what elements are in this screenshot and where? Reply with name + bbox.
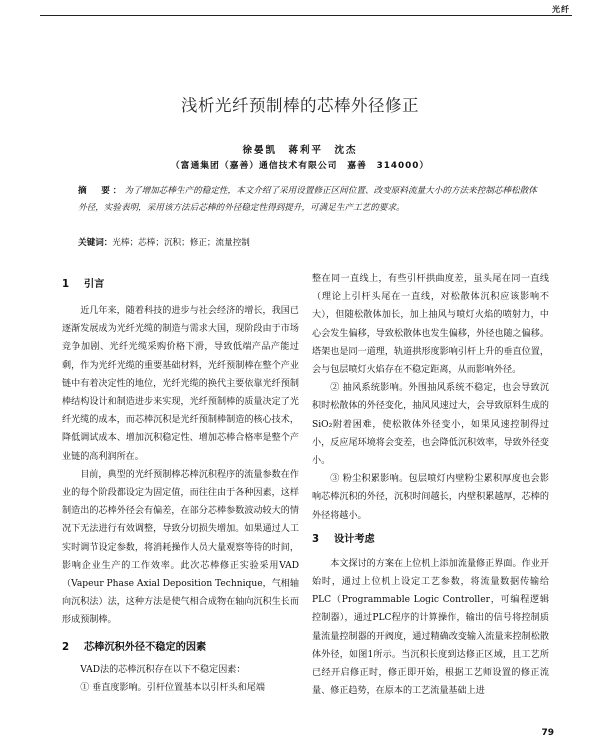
paragraph: ② 抽风系统影响。外围抽风系统不稳定，也会导致沉积时松散体的外径变化，抽风风速过大，会导致原料生成的SiO₂附着困难，使松散体外径变小，如果风速控制得过小，反应尾环境将会变差，也会降低沉积效率，导致外径变小。 bbox=[312, 383, 549, 467]
section-number: 2 bbox=[62, 641, 70, 653]
keywords-label: 关键词： bbox=[78, 238, 113, 248]
abstract-label: 摘 要： bbox=[78, 186, 125, 196]
paper-title: 浅析光纤预制棒的芯棒外径修正 bbox=[181, 96, 419, 115]
running-header-label: 光纤 bbox=[552, 5, 570, 14]
keywords-text: 光棒；芯棒；沉积；修正；流量控制 bbox=[112, 238, 250, 248]
left-column bbox=[62, 270, 299, 697]
section-title: 设计考虑 bbox=[334, 533, 375, 545]
section-number: 3 bbox=[312, 533, 320, 545]
paragraph: ① 垂直度影响。引杆位置基本以引杆头和尾端 bbox=[80, 682, 265, 693]
authors: 徐晏凯 蒋利平 沈杰 bbox=[242, 145, 358, 156]
paragraph: 目前，典型的光纤预制棒芯棒沉积程序的流量参数在作业的每个阶段都设定为固定值，而往往由于各种因素，这样制造出的芯棒外径会有偏差，在部分芯棒参数波动较大的情况下无法进行有效调整，导致分切损失增加。如果通过人工实时调节设定参数，将消耗操作人员大量观察等待的时间，影响企业生产的工作效率。此次芯棒修正实验采用VAD（Vapeur Phase Axial Deposition Technique，气相轴向沉积法）法，这种方法是使气相合成物在轴向沉积生长而形成预制棒。 bbox=[62, 469, 299, 626]
section-heading-1 bbox=[62, 276, 299, 294]
paragraph: 本文探讨的方案在上位机上添加流量修正界面。作业开始时，通过上位机上设定工艺参数，将流量数据传输给PLC（Programmable Logic Controller，可编程逻辑控制器），通过PLC程序的计算操作，输出的信号将控制质量流量控制器的开阀度，通过精确改变输入流量来控制松散体外径，如图1所示。当沉积长度到达修正区域，且工艺所已经开启修正时，修正即开始，根据工艺师设置的修正流量、修正趋势，在原本的工艺流量基础上进 bbox=[312, 558, 549, 697]
page-number: 79 bbox=[541, 728, 554, 738]
affiliation: （富通集团（嘉善）通信技术有限公司 嘉善 314000） bbox=[170, 161, 430, 171]
header-rule bbox=[40, 15, 572, 16]
paragraph: ③ 粉尘积累影响。包层喷灯内壁粉尘累积厚度也会影响芯棒沉积的外径，沉积时间越长，内壁积累越厚，芯棒的外径将越小。 bbox=[312, 474, 549, 521]
section-heading-2 bbox=[62, 639, 299, 657]
section-title: 引言 bbox=[84, 279, 105, 290]
paragraph: VAD法的芯棒沉积存在以下不稳定因素： bbox=[80, 664, 246, 675]
section-heading-3 bbox=[312, 531, 549, 549]
keywords bbox=[78, 236, 538, 248]
section-title: 芯棒沉积外径不稳定的因素 bbox=[84, 641, 207, 653]
section-number: 1 bbox=[62, 279, 70, 290]
paragraph: 近几年来，随着科技的进步与社会经济的增长，我国已逐渐发展成为光纤光缆的制造与需求大国，现阶段由于市场竞争加剧、光纤光缆采购价格下滑，导致低端产品产能过剩，作为光纤光缆的重要基础材料，光纤预制棒在整个产业链中有着决定性的地位，光纤光缆的换代主要依靠光纤预制棒结构设计和制造进步来实现，光纤预制棒的质量决定了光纤光缆的成本，而芯棒沉积是光纤预制棒制造的核心技术，降低调试成本、增加沉积稳定性、增加芯棒合格率是整个产业链的高利润所在。 bbox=[62, 306, 299, 462]
abstract-text: 为了增加芯棒生产的稳定性，本文介绍了采用设置修正区间位置、改变原料流量大小的方法来控制芯棒松散体外径，实验表明，采用该方法后芯棒的外径稳定性得到提升，可满足生产工艺的要求。 bbox=[78, 186, 537, 213]
paragraph: 整在同一直线上，有些引杆拱曲度差，虽头尾在同一直线（理论上引杆头尾在一直线，对松散体沉积应该影响不大），但随松散体加长，加上抽风与喷灯火焰的喷射力，中心会发生偏移，导致松散体也发生偏移，外径也随之偏移。塔架也是同一道理，轨道拱形度影响引杆上升的垂直位置，会与包层喷灯火焰存在不稳定距离，从而影响外径。 bbox=[312, 274, 549, 376]
abstract bbox=[78, 183, 538, 217]
right-column bbox=[312, 270, 549, 700]
